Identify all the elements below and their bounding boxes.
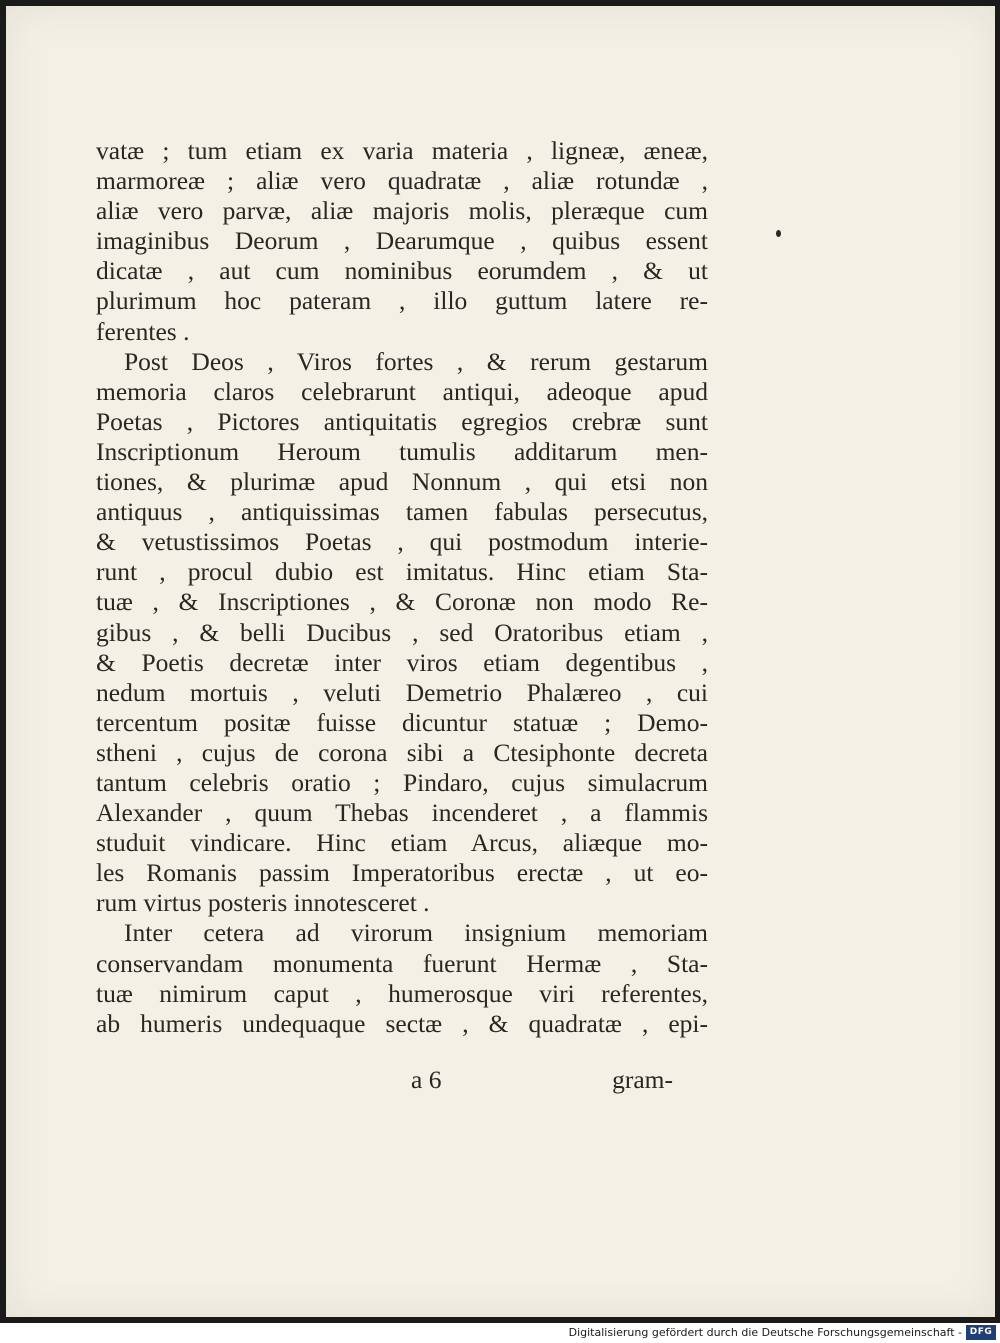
text-line: plurimum hoc pateram , illo guttum latere re- [96,286,708,316]
text-line: & vetustissimos Poetas , qui postmodum interie- [96,527,708,557]
page-text [96,136,708,1039]
text-line: aliæ vero parvæ, aliæ majoris molis, pleræque cum [96,196,708,226]
text-line: gibus , & belli Ducibus , sed Oratoribus etiam , [96,617,708,647]
text-line: tuæ nimirum caput , humerosque viri referentes, [96,978,708,1008]
text-line: dicatæ , aut cum nominibus eorumdem , & ut [96,256,708,286]
text-line: imaginibus Deorum , Dearumque , quibus essent [96,226,708,256]
book-page [6,6,995,1317]
text-line: tiones, & plurimæ apud Nonnum , qui etsi non [96,467,708,497]
text-line: Post Deos , Viros fortes , & rerum gestarum [124,346,708,376]
text-line: tantum celebris oratio ; Pindaro, cujus simulacrum [96,767,708,797]
text-line: Alexander , quum Thebas incenderet , a flammis [96,798,708,828]
text-line: Inscriptionum Heroum tumulis additarum men- [96,436,708,466]
text-line: antiquus , antiquissimas tamen fabulas persecutus, [96,497,708,527]
text-line: tercentum positæ fuisse dicuntur statuæ ; Demo- [96,707,708,737]
text-line: tuæ , & Inscriptiones , & Coronæ non modo Re- [96,587,708,617]
page-footer-row [96,1065,708,1097]
text-line: vatæ ; tum etiam ex varia materia , ligneæ, æneæ, [96,136,708,165]
funding-credit: Digitalisierung gefördert durch die Deutsche Forschungsgemeinschaft - [568,1326,962,1339]
text-line: ab humeris undequaque sectæ , & quadratæ , epi- [96,1008,708,1038]
text-line: conservandam monumenta fuerunt Hermæ , Sta- [96,948,708,978]
text-line: studuit vindicare. Hinc etiam Arcus, aliæque mo- [96,828,708,858]
ink-speck [776,230,781,237]
text-line: marmoreæ ; aliæ vero quadratæ , aliæ rotundæ , [96,166,708,196]
text-line: & Poetis decretæ inter viros etiam degentibus , [96,647,708,677]
text-line: Poetas , Pictores antiquitatis egregios crebræ sunt [96,406,708,436]
text-line: rum virtus posteris innotesceret . [96,888,430,918]
text-line: memoria claros celebrarunt antiqui, adeoque apud [96,376,708,406]
dfg-logo: DFG [966,1325,996,1340]
signature-mark: a 6 [411,1065,442,1094]
text-line: nedum mortuis , veluti Demetrio Phalæreo , cui [96,677,708,707]
credit-bar [0,1323,1000,1343]
text-line: stheni , cujus de corona sibi a Ctesiphonte decreta [96,737,708,767]
text-line: runt , procul dubio est imitatus. Hinc etiam Sta- [96,557,708,587]
text-line: Inter cetera ad virorum insignium memoriam [124,918,708,948]
text-line: ferentes . [96,316,190,346]
catchword: gram- [612,1065,673,1094]
text-line: les Romanis passim Imperatoribus erectæ , ut eo- [96,858,708,888]
